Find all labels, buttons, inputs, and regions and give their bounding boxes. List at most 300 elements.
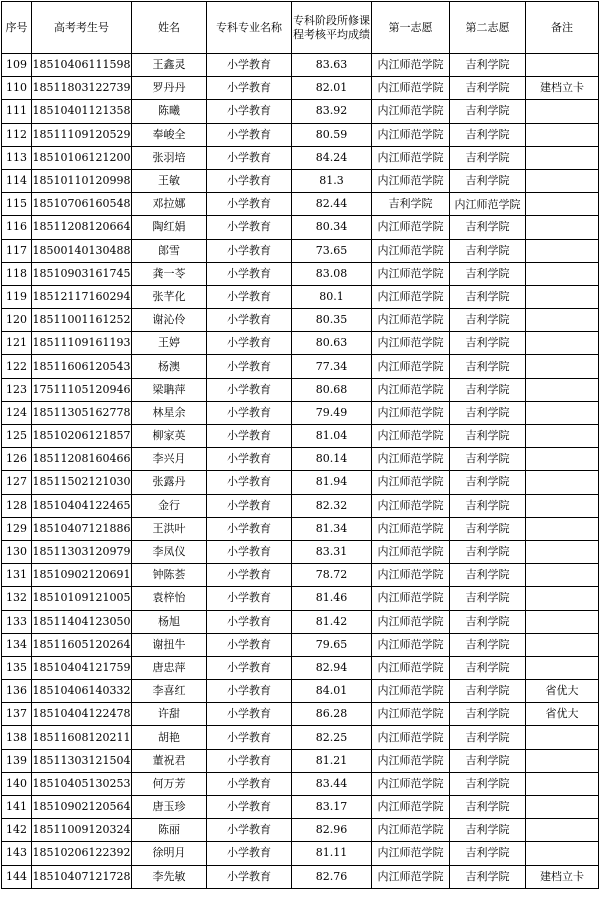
cell-name: 唐忠萍: [132, 656, 207, 679]
table-row: [2, 749, 599, 772]
table-row: [2, 540, 599, 563]
cell-name: 李先敏: [132, 865, 207, 888]
cell-name: 王洪叶: [132, 517, 207, 540]
cell-index: 119: [2, 285, 32, 308]
cell-average-score: 83.08: [292, 262, 372, 285]
cell-exam-id: 18500140130488: [32, 239, 132, 262]
header-index: 序号: [2, 2, 32, 54]
table-row: [2, 123, 599, 146]
cell-second-choice: 吉利学院: [450, 355, 526, 378]
cell-index: 123: [2, 378, 32, 401]
table-row: [2, 77, 599, 100]
cell-second-choice: 内江师范学院: [450, 193, 526, 216]
cell-exam-id: 18511109120529: [32, 123, 132, 146]
cell-second-choice: 吉利学院: [450, 425, 526, 448]
cell-major: 小学教育: [207, 842, 292, 865]
cell-second-choice: 吉利学院: [450, 239, 526, 262]
cell-major: 小学教育: [207, 819, 292, 842]
cell-name: 何万芳: [132, 772, 207, 795]
table-row: [2, 517, 599, 540]
cell-average-score: 73.65: [292, 239, 372, 262]
cell-second-choice: 吉利学院: [450, 471, 526, 494]
cell-average-score: 84.01: [292, 680, 372, 703]
cell-index: 118: [2, 262, 32, 285]
table-body: [2, 54, 599, 889]
cell-first-choice: 内江师范学院: [372, 633, 450, 656]
cell-name: 袁梓怡: [132, 587, 207, 610]
cell-name: 罗丹丹: [132, 77, 207, 100]
cell-remarks: [526, 193, 599, 216]
header-major: 专科专业名称: [207, 2, 292, 54]
cell-first-choice: 内江师范学院: [372, 494, 450, 517]
cell-index: 109: [2, 54, 32, 77]
cell-remarks: [526, 494, 599, 517]
cell-first-choice: 内江师范学院: [372, 471, 450, 494]
cell-remarks: 建档立卡: [526, 865, 599, 888]
cell-major: 小学教育: [207, 54, 292, 77]
cell-average-score: 86.28: [292, 703, 372, 726]
cell-major: 小学教育: [207, 656, 292, 679]
cell-remarks: [526, 726, 599, 749]
cell-index: 140: [2, 772, 32, 795]
cell-average-score: 84.24: [292, 146, 372, 169]
cell-name: 谢扭牛: [132, 633, 207, 656]
cell-major: 小学教育: [207, 169, 292, 192]
cell-first-choice: 内江师范学院: [372, 703, 450, 726]
cell-average-score: 83.31: [292, 540, 372, 563]
cell-average-score: 80.68: [292, 378, 372, 401]
header-first-choice: 第一志愿: [372, 2, 450, 54]
cell-average-score: 81.34: [292, 517, 372, 540]
cell-average-score: 82.94: [292, 656, 372, 679]
cell-average-score: 82.01: [292, 77, 372, 100]
header-name: 姓名: [132, 2, 207, 54]
cell-major: 小学教育: [207, 564, 292, 587]
cell-index: 116: [2, 216, 32, 239]
cell-second-choice: 吉利学院: [450, 726, 526, 749]
header-row: [2, 2, 599, 54]
cell-average-score: 82.25: [292, 726, 372, 749]
cell-index: 135: [2, 656, 32, 679]
cell-second-choice: 吉利学院: [450, 401, 526, 424]
cell-exam-id: 18510401121358: [32, 100, 132, 123]
cell-exam-id: 18510902120691: [32, 564, 132, 587]
cell-exam-id: 18511606120543: [32, 355, 132, 378]
cell-first-choice: 内江师范学院: [372, 401, 450, 424]
cell-remarks: 省优大: [526, 703, 599, 726]
table-row: [2, 216, 599, 239]
cell-index: 142: [2, 819, 32, 842]
cell-exam-id: 18511605120264: [32, 633, 132, 656]
cell-average-score: 80.34: [292, 216, 372, 239]
cell-major: 小学教育: [207, 77, 292, 100]
table-row: [2, 239, 599, 262]
table-row: [2, 610, 599, 633]
cell-exam-id: 18510206121857: [32, 425, 132, 448]
cell-index: 126: [2, 448, 32, 471]
cell-major: 小学教育: [207, 401, 292, 424]
cell-first-choice: 内江师范学院: [372, 285, 450, 308]
cell-remarks: [526, 564, 599, 587]
cell-major: 小学教育: [207, 448, 292, 471]
cell-average-score: 79.49: [292, 401, 372, 424]
cell-second-choice: 吉利学院: [450, 772, 526, 795]
cell-first-choice: 内江师范学院: [372, 100, 450, 123]
cell-name: 陈丽: [132, 819, 207, 842]
cell-index: 121: [2, 332, 32, 355]
cell-name: 柳家英: [132, 425, 207, 448]
cell-first-choice: 吉利学院: [372, 193, 450, 216]
cell-remarks: [526, 610, 599, 633]
cell-name: 李凤仪: [132, 540, 207, 563]
cell-index: 120: [2, 309, 32, 332]
cell-remarks: [526, 146, 599, 169]
cell-second-choice: 吉利学院: [450, 77, 526, 100]
cell-second-choice: 吉利学院: [450, 494, 526, 517]
cell-name: 张芊化: [132, 285, 207, 308]
cell-major: 小学教育: [207, 796, 292, 819]
cell-second-choice: 吉利学院: [450, 378, 526, 401]
table-row: [2, 796, 599, 819]
cell-remarks: [526, 169, 599, 192]
cell-name: 王敏: [132, 169, 207, 192]
cell-exam-id: 18511608120211: [32, 726, 132, 749]
table-row: [2, 262, 599, 285]
cell-exam-id: 18512117160294: [32, 285, 132, 308]
table-row: [2, 564, 599, 587]
cell-second-choice: 吉利学院: [450, 749, 526, 772]
cell-name: 张露丹: [132, 471, 207, 494]
cell-index: 127: [2, 471, 32, 494]
cell-name: 陈曦: [132, 100, 207, 123]
cell-name: 王鑫灵: [132, 54, 207, 77]
cell-index: 137: [2, 703, 32, 726]
cell-exam-id: 18511502121030: [32, 471, 132, 494]
cell-major: 小学教育: [207, 540, 292, 563]
cell-first-choice: 内江师范学院: [372, 309, 450, 332]
table-row: [2, 680, 599, 703]
cell-remarks: [526, 633, 599, 656]
cell-major: 小学教育: [207, 494, 292, 517]
cell-exam-id: 18511001161252: [32, 309, 132, 332]
cell-name: 李喜红: [132, 680, 207, 703]
table-row: [2, 146, 599, 169]
cell-name: 谢沁伶: [132, 309, 207, 332]
cell-average-score: 79.65: [292, 633, 372, 656]
cell-exam-id: 18510407121728: [32, 865, 132, 888]
cell-remarks: 建档立卡: [526, 77, 599, 100]
cell-index: 139: [2, 749, 32, 772]
cell-name: 奉峻全: [132, 123, 207, 146]
table-row: [2, 425, 599, 448]
cell-exam-id: 18510110120998: [32, 169, 132, 192]
cell-remarks: [526, 796, 599, 819]
cell-index: 115: [2, 193, 32, 216]
cell-major: 小学教育: [207, 239, 292, 262]
cell-average-score: 82.44: [292, 193, 372, 216]
cell-remarks: [526, 448, 599, 471]
cell-name: 邓拉娜: [132, 193, 207, 216]
cell-second-choice: 吉利学院: [450, 216, 526, 239]
cell-index: 143: [2, 842, 32, 865]
cell-average-score: 81.11: [292, 842, 372, 865]
cell-remarks: [526, 216, 599, 239]
cell-index: 136: [2, 680, 32, 703]
cell-exam-id: 18510406111598: [32, 54, 132, 77]
cell-average-score: 81.04: [292, 425, 372, 448]
cell-index: 130: [2, 540, 32, 563]
cell-average-score: 83.92: [292, 100, 372, 123]
table-row: [2, 587, 599, 610]
cell-second-choice: 吉利学院: [450, 564, 526, 587]
cell-average-score: 80.14: [292, 448, 372, 471]
cell-average-score: 82.32: [292, 494, 372, 517]
cell-second-choice: 吉利学院: [450, 703, 526, 726]
cell-exam-id: 18510407121886: [32, 517, 132, 540]
cell-name: 杨澳: [132, 355, 207, 378]
table-row: [2, 309, 599, 332]
cell-average-score: 81.21: [292, 749, 372, 772]
cell-remarks: [526, 772, 599, 795]
cell-remarks: [526, 123, 599, 146]
cell-index: 138: [2, 726, 32, 749]
cell-remarks: [526, 54, 599, 77]
cell-major: 小学教育: [207, 309, 292, 332]
cell-major: 小学教育: [207, 587, 292, 610]
cell-exam-id: 18510109121005: [32, 587, 132, 610]
cell-average-score: 77.34: [292, 355, 372, 378]
admission-table: [1, 1, 599, 889]
cell-second-choice: 吉利学院: [450, 123, 526, 146]
cell-second-choice: 吉利学院: [450, 169, 526, 192]
cell-index: 131: [2, 564, 32, 587]
cell-first-choice: 内江师范学院: [372, 796, 450, 819]
cell-index: 113: [2, 146, 32, 169]
cell-second-choice: 吉利学院: [450, 309, 526, 332]
cell-major: 小学教育: [207, 146, 292, 169]
cell-major: 小学教育: [207, 100, 292, 123]
cell-name: 林星余: [132, 401, 207, 424]
table-row: [2, 54, 599, 77]
cell-average-score: 80.35: [292, 309, 372, 332]
cell-exam-id: 18511303121504: [32, 749, 132, 772]
cell-remarks: [526, 378, 599, 401]
table-row: [2, 378, 599, 401]
cell-major: 小学教育: [207, 193, 292, 216]
cell-exam-id: 18511404123050: [32, 610, 132, 633]
cell-index: 141: [2, 796, 32, 819]
cell-name: 梁聃萍: [132, 378, 207, 401]
cell-second-choice: 吉利学院: [450, 448, 526, 471]
cell-name: 董祝君: [132, 749, 207, 772]
cell-exam-id: 18511303120979: [32, 540, 132, 563]
table-row: [2, 842, 599, 865]
cell-major: 小学教育: [207, 633, 292, 656]
cell-average-score: 83.17: [292, 796, 372, 819]
cell-exam-id: 18510106121200: [32, 146, 132, 169]
cell-first-choice: 内江师范学院: [372, 378, 450, 401]
cell-name: 郎雪: [132, 239, 207, 262]
cell-first-choice: 内江师范学院: [372, 865, 450, 888]
cell-second-choice: 吉利学院: [450, 842, 526, 865]
cell-major: 小学教育: [207, 517, 292, 540]
cell-name: 陶红娟: [132, 216, 207, 239]
cell-remarks: [526, 309, 599, 332]
cell-remarks: [526, 517, 599, 540]
header-remarks: 备注: [526, 2, 599, 54]
cell-second-choice: 吉利学院: [450, 633, 526, 656]
cell-second-choice: 吉利学院: [450, 680, 526, 703]
table-row: [2, 285, 599, 308]
cell-name: 张羽培: [132, 146, 207, 169]
cell-first-choice: 内江师范学院: [372, 680, 450, 703]
cell-second-choice: 吉利学院: [450, 587, 526, 610]
cell-name: 唐玉珍: [132, 796, 207, 819]
table-row: [2, 355, 599, 378]
cell-first-choice: 内江师范学院: [372, 216, 450, 239]
cell-remarks: [526, 332, 599, 355]
cell-remarks: [526, 285, 599, 308]
cell-second-choice: 吉利学院: [450, 656, 526, 679]
cell-major: 小学教育: [207, 332, 292, 355]
cell-second-choice: 吉利学院: [450, 865, 526, 888]
cell-exam-id: 18511803122739: [32, 77, 132, 100]
table-row: [2, 703, 599, 726]
cell-remarks: [526, 842, 599, 865]
cell-name: 徐明月: [132, 842, 207, 865]
cell-major: 小学教育: [207, 216, 292, 239]
cell-index: 112: [2, 123, 32, 146]
cell-major: 小学教育: [207, 772, 292, 795]
table-row: [2, 656, 599, 679]
table-row: [2, 726, 599, 749]
cell-second-choice: 吉利学院: [450, 819, 526, 842]
cell-second-choice: 吉利学院: [450, 262, 526, 285]
cell-average-score: 78.72: [292, 564, 372, 587]
table-row: [2, 494, 599, 517]
cell-second-choice: 吉利学院: [450, 100, 526, 123]
cell-exam-id: 18511009120324: [32, 819, 132, 842]
cell-remarks: [526, 587, 599, 610]
cell-exam-id: 18511208160466: [32, 448, 132, 471]
cell-major: 小学教育: [207, 425, 292, 448]
cell-first-choice: 内江师范学院: [372, 169, 450, 192]
table-row: [2, 401, 599, 424]
cell-first-choice: 内江师范学院: [372, 656, 450, 679]
cell-name: 杨旭: [132, 610, 207, 633]
cell-first-choice: 内江师范学院: [372, 123, 450, 146]
cell-first-choice: 内江师范学院: [372, 77, 450, 100]
table-row: [2, 169, 599, 192]
cell-remarks: [526, 262, 599, 285]
cell-second-choice: 吉利学院: [450, 146, 526, 169]
cell-average-score: 83.63: [292, 54, 372, 77]
cell-index: 128: [2, 494, 32, 517]
cell-name: 胡艳: [132, 726, 207, 749]
cell-first-choice: 内江师范学院: [372, 540, 450, 563]
cell-index: 129: [2, 517, 32, 540]
cell-index: 110: [2, 77, 32, 100]
cell-exam-id: 18510404122478: [32, 703, 132, 726]
cell-average-score: 82.76: [292, 865, 372, 888]
cell-major: 小学教育: [207, 471, 292, 494]
cell-second-choice: 吉利学院: [450, 285, 526, 308]
cell-name: 许甜: [132, 703, 207, 726]
cell-first-choice: 内江师范学院: [372, 749, 450, 772]
cell-major: 小学教育: [207, 865, 292, 888]
cell-second-choice: 吉利学院: [450, 540, 526, 563]
cell-second-choice: 吉利学院: [450, 54, 526, 77]
cell-index: 122: [2, 355, 32, 378]
cell-remarks: [526, 656, 599, 679]
table-row: [2, 633, 599, 656]
cell-major: 小学教育: [207, 610, 292, 633]
cell-average-score: 80.1: [292, 285, 372, 308]
table-row: [2, 193, 599, 216]
cell-exam-id: 17511105120946: [32, 378, 132, 401]
cell-name: 龚一苓: [132, 262, 207, 285]
cell-first-choice: 内江师范学院: [372, 448, 450, 471]
header-exam-id: 高考考生号: [32, 2, 132, 54]
cell-average-score: 81.3: [292, 169, 372, 192]
cell-remarks: [526, 749, 599, 772]
cell-major: 小学教育: [207, 123, 292, 146]
cell-remarks: [526, 355, 599, 378]
cell-average-score: 80.59: [292, 123, 372, 146]
cell-exam-id: 18510404122465: [32, 494, 132, 517]
cell-first-choice: 内江师范学院: [372, 842, 450, 865]
cell-first-choice: 内江师范学院: [372, 587, 450, 610]
cell-first-choice: 内江师范学院: [372, 819, 450, 842]
cell-index: 124: [2, 401, 32, 424]
header-average-score: 专科阶段所修课程考核平均成绩: [292, 2, 372, 54]
cell-name: 金行: [132, 494, 207, 517]
cell-first-choice: 内江师范学院: [372, 332, 450, 355]
cell-exam-id: 18510206122392: [32, 842, 132, 865]
cell-remarks: [526, 471, 599, 494]
table-row: [2, 772, 599, 795]
cell-average-score: 83.44: [292, 772, 372, 795]
cell-first-choice: 内江师范学院: [372, 239, 450, 262]
cell-remarks: [526, 540, 599, 563]
cell-major: 小学教育: [207, 285, 292, 308]
cell-exam-id: 18510406140332: [32, 680, 132, 703]
cell-remarks: [526, 401, 599, 424]
cell-first-choice: 内江师范学院: [372, 54, 450, 77]
cell-major: 小学教育: [207, 749, 292, 772]
cell-name: 李兴月: [132, 448, 207, 471]
cell-second-choice: 吉利学院: [450, 332, 526, 355]
cell-average-score: 81.94: [292, 471, 372, 494]
cell-remarks: 省优大: [526, 680, 599, 703]
cell-major: 小学教育: [207, 680, 292, 703]
cell-exam-id: 18510706160548: [32, 193, 132, 216]
cell-index: 117: [2, 239, 32, 262]
cell-remarks: [526, 819, 599, 842]
table-row: [2, 471, 599, 494]
cell-exam-id: 18510404121759: [32, 656, 132, 679]
cell-index: 132: [2, 587, 32, 610]
cell-major: 小学教育: [207, 703, 292, 726]
header-second-choice: 第二志愿: [450, 2, 526, 54]
cell-remarks: [526, 425, 599, 448]
table-row: [2, 100, 599, 123]
cell-index: 114: [2, 169, 32, 192]
cell-first-choice: 内江师范学院: [372, 262, 450, 285]
cell-first-choice: 内江师范学院: [372, 772, 450, 795]
cell-average-score: 81.42: [292, 610, 372, 633]
cell-exam-id: 18510405130253: [32, 772, 132, 795]
